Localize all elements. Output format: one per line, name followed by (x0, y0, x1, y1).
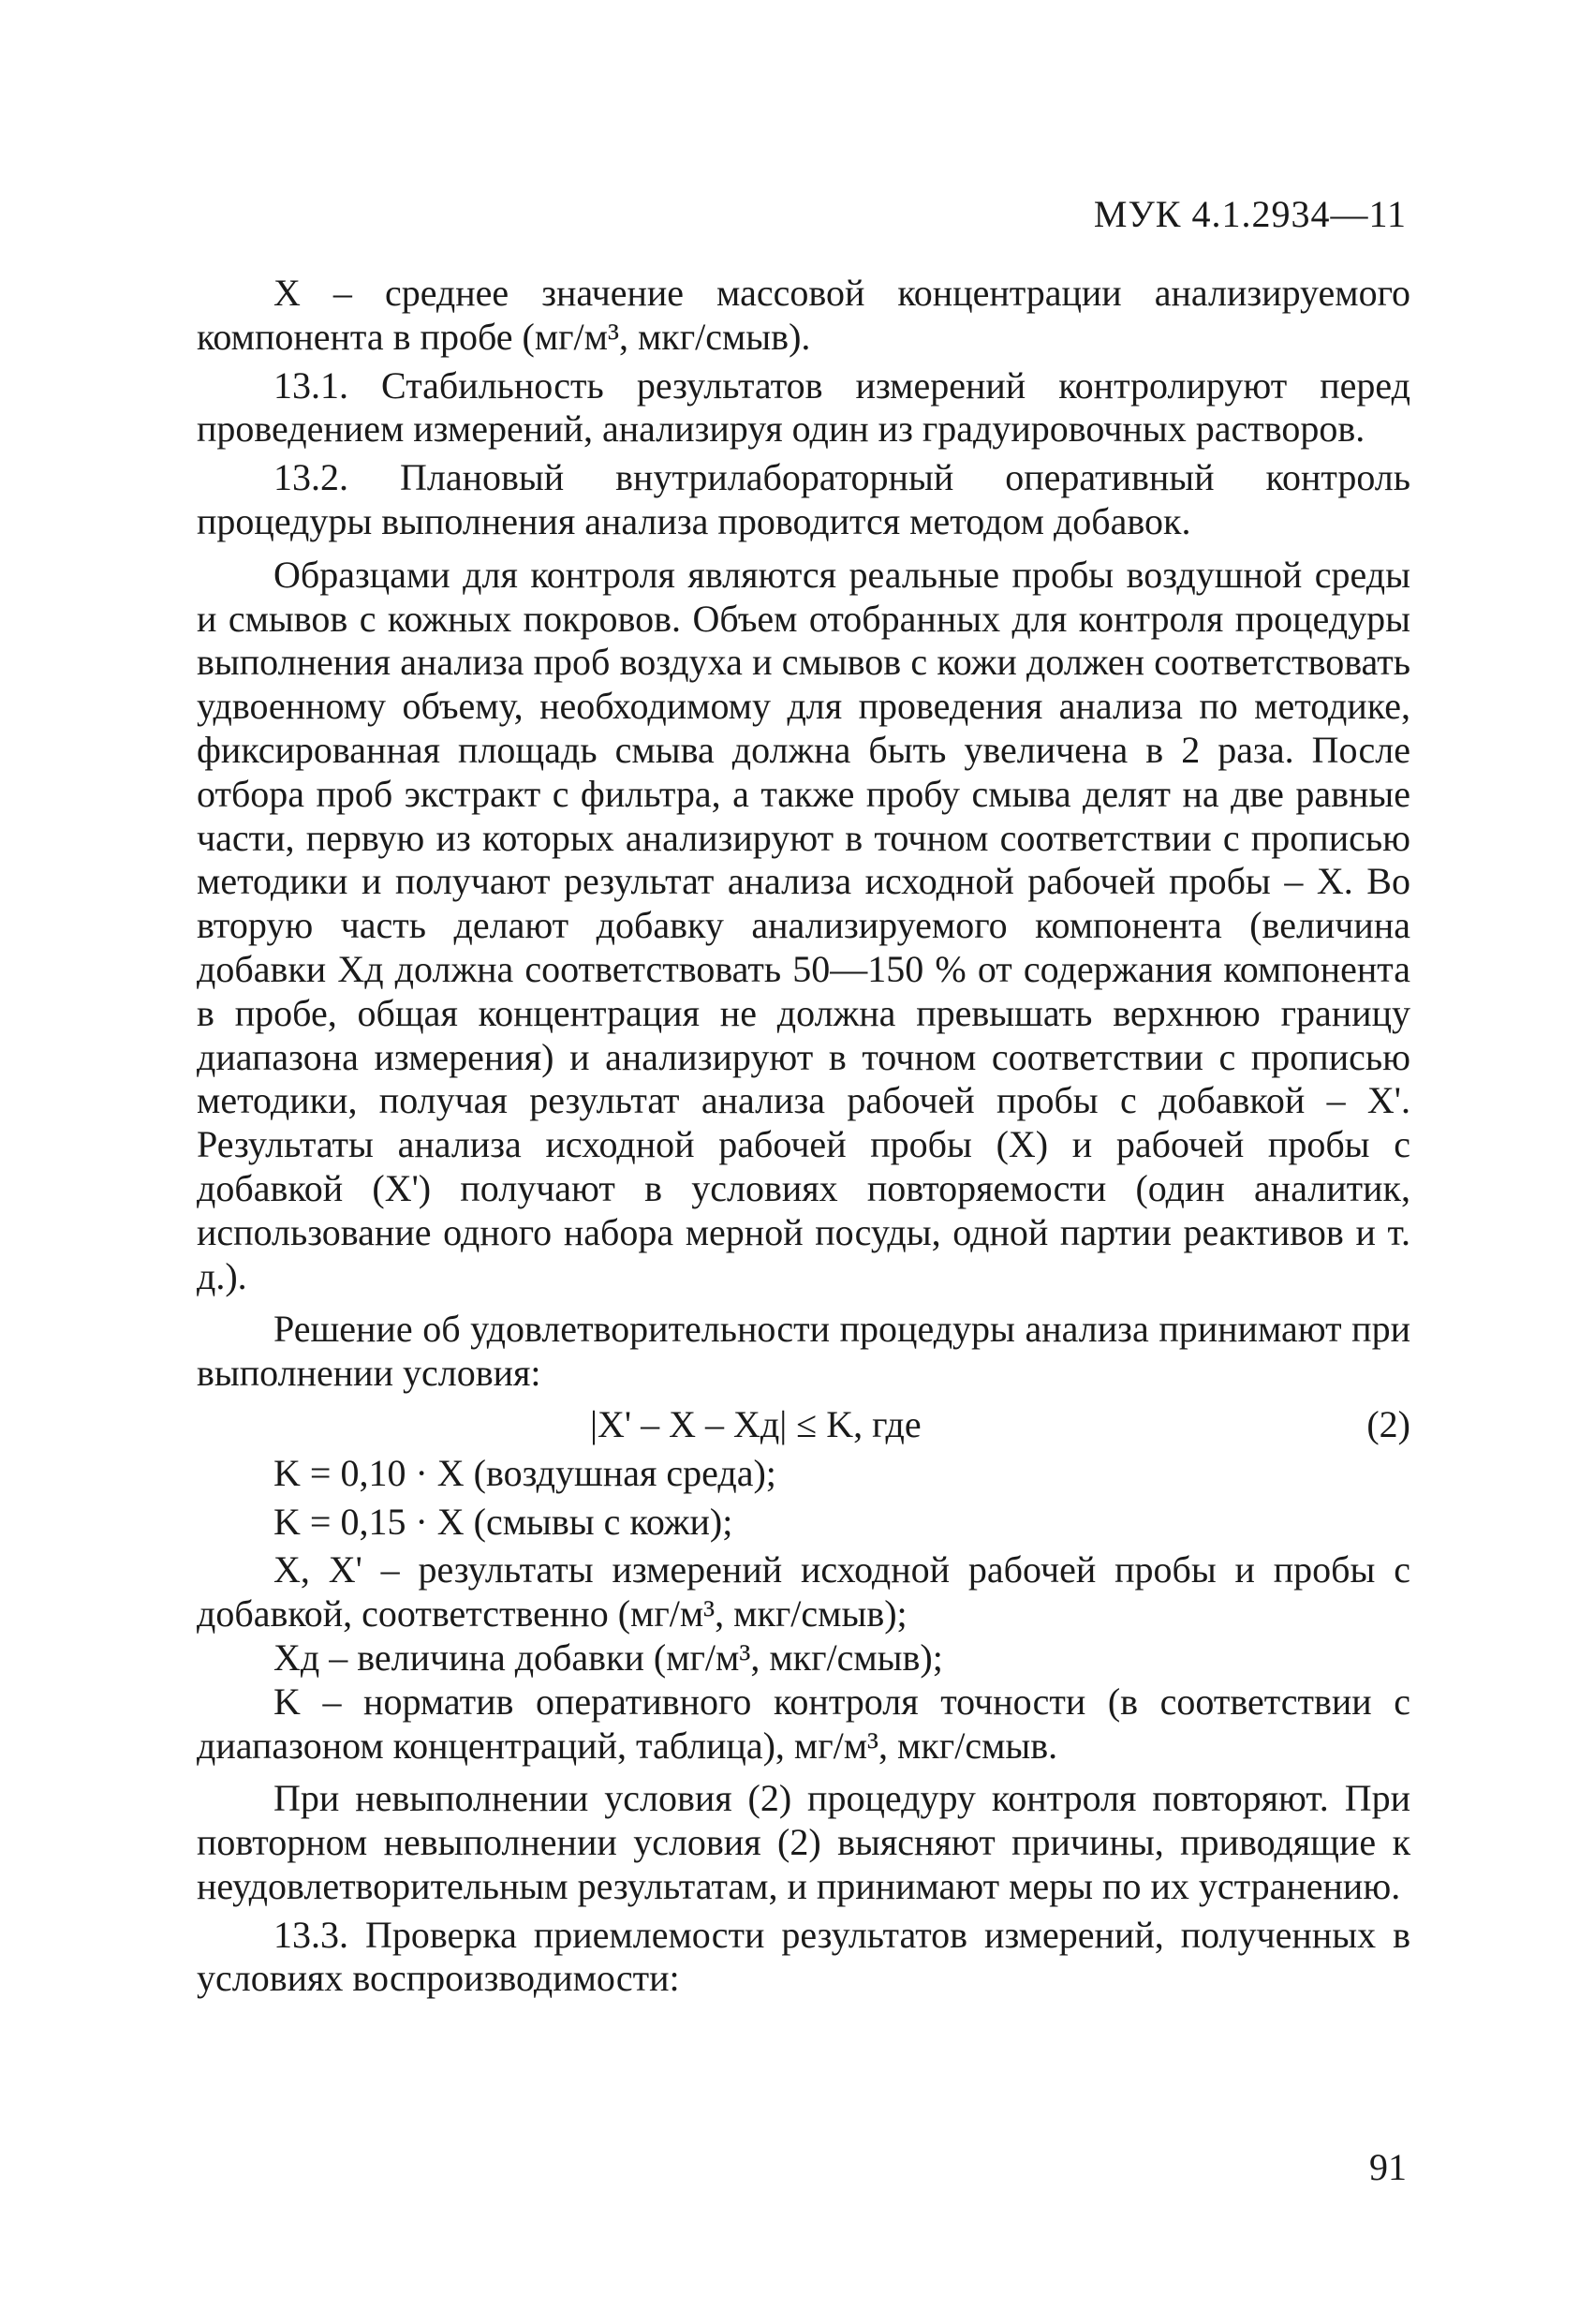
xbar-definition: X – среднее значение массовой концентрации анализируемого компонента в пробе (мг/м³, мкг/смыв). (197, 272, 1410, 358)
paragraph-repeat-control: При невыполнении условия (2) процедуру контроля повторяют. При повторном невыполнении условия (2) выясняют причины, приводящие к неудовлетворительным результатам, и принимают меры по их устранению. (197, 1777, 1410, 1907)
paragraph-control-samples: Образцами для контроля являются реальные пробы воздушной среды и смывов с кожных покровов. Объем отобранных для контроля процедуры выполнения анализа проб воздуха и смывов с кожи должен соответствовать удвоенному объему, необходимому для проведения анализа по методике, фиксированная площадь смыва должна быть увеличена в 2 раза. После отбора проб экстракт с фильтра, а также пробу смыва делят на две равные части, первую из которых анализируют в точном соответствии с прописью методики и получают результат анализа исходной рабочей пробы – X. Во вторую часть делают добавку анализируемого компонента (величина добавки Xд должна соответствовать 50—150 % от содержания компонента в пробе, общая концентрация не должна превышать верхнюю границу диапазона измерения) и анализируют в точном соответствии с прописью методики, получая результат анализа рабочей пробы с добавкой – X'. Результаты анализа исходной рабочей пробы (X) и рабочей пробы с добавкой (X') получают в условиях повторяемости (один аналитик, использование одного набора мерной посуды, одной партии реактивов и т. д.). (197, 553, 1410, 1297)
paragraph-13-3: 13.3. Проверка приемлемости результатов измерений, полученных в условиях воспроизводимости: (197, 1913, 1410, 2000)
x-definition: X, X' – результаты измерений исходной рабочей пробы и пробы с добавкой, соответственно (мг/м³, мкг/смыв); (197, 1548, 1410, 1636)
k-skin-definition: K = 0,15 · X (смывы с кожи); (273, 1500, 733, 1543)
k-definition: K – норматив оперативного контроля точности (в соответствии с диапазоном концентраций, таблица), мг/м³, мкг/смыв. (197, 1680, 1410, 1767)
k-air-definition: K = 0,10 · X (воздушная среда); (273, 1451, 776, 1494)
paragraph-13-2: 13.2. Плановый внутрилабораторный оперативный контроль процедуры выполнения анализа проводится методом добавок. (197, 456, 1410, 542)
document-code-header: МУК 4.1.2934—11 (1093, 193, 1407, 235)
xd-definition: Xд – величина добавки (мг/м³, мкг/смыв); (273, 1636, 943, 1679)
formula-2-row (197, 1403, 1410, 1447)
page-number: 91 (1369, 2146, 1407, 2188)
paragraph-13-1: 13.1. Стабильность результатов измерений контролируют перед проведением измерений, анализируя один из градуировочных растворов. (197, 363, 1410, 451)
page-body (197, 272, 1410, 2001)
formula-2: |X' – X – Xд| ≤ K, где (590, 1402, 922, 1445)
formula-number: (2) (1366, 1402, 1410, 1445)
paragraph-decision: Решение об удовлетворительности процедуры анализа принимают при выполнении условия: (197, 1308, 1410, 1395)
